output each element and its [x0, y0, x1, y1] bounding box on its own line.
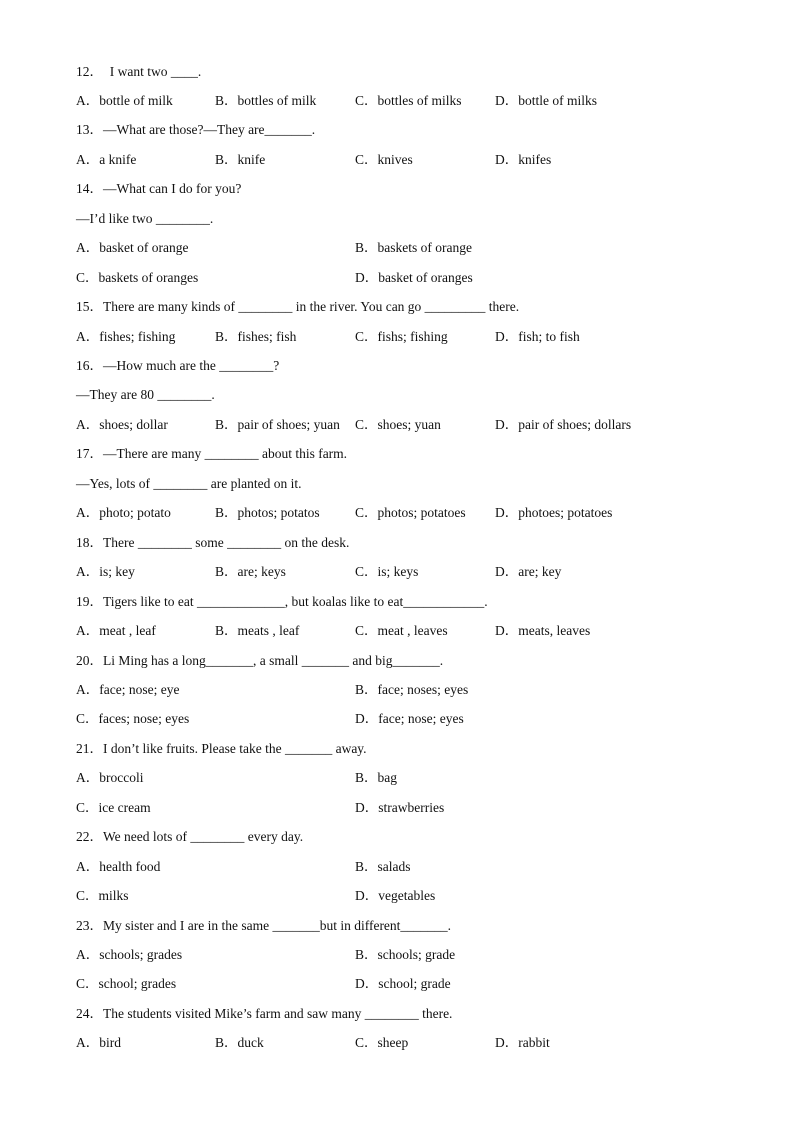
question-stem: 18．There ________ some ________ on the desk. [76, 534, 350, 550]
answer-option: A．face; nose; eye [76, 681, 180, 697]
answer-option: D．bottle of milks [495, 92, 597, 108]
question-stem: 12． I want two ____. [76, 63, 202, 79]
answer-option: A．shoes; dollar [76, 416, 168, 432]
answer-option: C．bottles of milks [355, 92, 462, 108]
question-stem: —I’d like two ________. [76, 210, 214, 226]
question-stem: 14．—What can I do for you? [76, 181, 242, 197]
answer-option: D．basket of oranges [355, 269, 473, 285]
answer-option: C．ice cream [76, 799, 151, 815]
answer-option: D．school; grade [355, 976, 451, 992]
question-stem: 15．There are many kinds of ________ in the river. You can go _________ there. [76, 299, 520, 315]
answer-option: B．face; noses; eyes [355, 681, 469, 697]
answer-option: B．salads [355, 858, 411, 874]
question-stem: 13．—What are those?—They are_______. [76, 122, 316, 138]
question-stem: 24．The students visited Mike’s farm and saw many ________ there. [76, 1005, 453, 1021]
answer-option: D．vegetables [355, 888, 436, 904]
answer-option: C．shoes; yuan [355, 416, 441, 432]
answer-option: B．knife [215, 151, 266, 167]
answer-option: C．baskets of oranges [76, 269, 199, 285]
answer-option: A．a knife [76, 151, 137, 167]
answer-option: C．knives [355, 151, 413, 167]
answer-option: D．photoes; potatoes [495, 505, 613, 521]
answer-option: A．broccoli [76, 770, 144, 786]
answer-option: A．basket of orange [76, 240, 189, 256]
question-stem: 16．—How much are the ________? [76, 358, 280, 373]
answer-option: B．meats , leaf [215, 623, 300, 639]
question-stem: 22．We need lots of ________ every day. [76, 829, 304, 845]
answer-option: D．meats, leaves [495, 623, 591, 639]
answer-option: A．photo; potato [76, 505, 171, 521]
question-stem: —They are 80 ________. [76, 387, 215, 403]
question-stem: 20．Li Ming has a long_______, a small _______ and big_______. [76, 652, 444, 668]
question-stem: 23．My sister and I are in the same _______but in different_______. [76, 917, 452, 933]
answer-option: D．knifes [495, 151, 552, 167]
answer-option: D．pair of shoes; dollars [495, 416, 632, 432]
answer-option: A．meat , leaf [76, 623, 156, 639]
answer-option: C．is; keys [355, 564, 419, 580]
answer-option: B．baskets of orange [355, 240, 472, 256]
answer-option: B．are; keys [215, 564, 286, 580]
answer-option: D．fish; to fish [495, 328, 580, 344]
answer-option: C．meat , leaves [355, 623, 448, 639]
answer-option: C．school; grades [76, 976, 177, 992]
answer-option: A．is; key [76, 564, 135, 580]
answer-option: D．face; nose; eyes [355, 711, 464, 727]
answer-option: D．strawberries [355, 799, 445, 815]
answer-option: A．health food [76, 858, 161, 874]
answer-option: B．schools; grade [355, 947, 456, 962]
question-stem: 21．I don’t like fruits. Please take the _______ away. [76, 740, 367, 756]
answer-option: B．photos; potatos [215, 505, 320, 521]
question-stem: —Yes, lots of ________ are planted on it. [76, 475, 302, 491]
answer-option: A．bottle of milk [76, 92, 173, 108]
answer-option: C．milks [76, 888, 129, 904]
question-stem: 19．Tigers like to eat _____________, but koalas like to eat____________. [76, 593, 488, 609]
answer-option: C．faces; nose; eyes [76, 711, 190, 727]
answer-option: C．photos; potatoes [355, 505, 466, 521]
answer-option: C．sheep [355, 1035, 409, 1051]
answer-option: D．are; key [495, 564, 562, 580]
answer-option: B．duck [215, 1035, 264, 1051]
answer-option: B．pair of shoes; yuan [215, 416, 340, 432]
answer-option: D．rabbit [495, 1035, 550, 1051]
answer-option: C．fishs; fishing [355, 328, 448, 344]
answer-option: B．bottles of milk [215, 92, 317, 108]
answer-option: A．fishes; fishing [76, 328, 176, 344]
answer-option: B．fishes; fish [215, 328, 297, 344]
answer-option: B．bag [355, 770, 397, 786]
answer-option: A．schools; grades [76, 947, 183, 962]
answer-option: A．bird [76, 1035, 121, 1051]
question-stem: 17．—There are many ________ about this farm. [76, 446, 348, 462]
